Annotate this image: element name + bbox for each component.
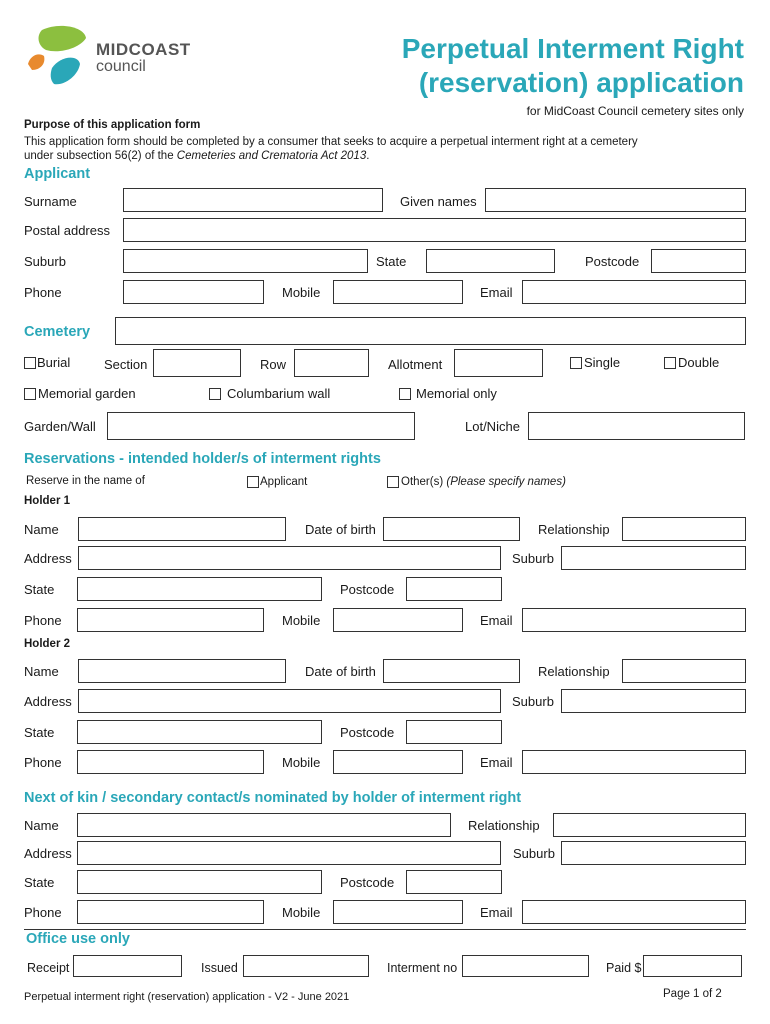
cemetery-heading: Cemetery [24,324,91,340]
interment-no-label: Interment no [387,961,458,975]
single-checkbox[interactable] [570,357,582,369]
reserve-others-checkbox[interactable] [387,476,399,488]
office-use-heading: Office use only [26,931,130,947]
holder2-suburb-label: Suburb [512,694,554,709]
applicant-mobile-label: Mobile [282,285,321,300]
holder2-email-field[interactable] [522,750,746,774]
applicant-email-field[interactable] [522,280,746,304]
surname-field[interactable] [123,188,383,212]
row-label: Row [260,357,287,372]
purpose-text-line2 [24,148,369,164]
holder1-relationship-label: Relationship [538,522,610,537]
reserve-applicant-checkbox[interactable] [247,476,259,488]
section-label: Section [104,357,148,372]
holder1-email-field[interactable] [522,608,746,632]
nok-postcode-field[interactable] [406,870,502,894]
nok-phone-label: Phone [24,905,62,920]
applicant-suburb-label: Suburb [24,254,66,269]
holder1-state-field[interactable] [77,577,322,601]
holder1-postcode-field[interactable] [406,577,502,601]
postal-address-field[interactable] [123,218,746,242]
receipt-field[interactable] [73,955,182,977]
holder2-state-label: State [24,725,55,740]
page-title-line1: Perpetual Interment Right [401,33,744,64]
reservations-heading: Reservations - intended holder/s of interment rights [24,451,381,467]
lot-niche-label: Lot/Niche [465,419,520,434]
applicant-mobile-field[interactable] [333,280,463,304]
holder1-email-label: Email [480,613,513,628]
purpose-text-line1: This application form should be completed by a consumer that seeks to acquire a perpetual interment right at a cemetery [24,136,638,148]
footer-document-version: Perpetual interment right (reservation) application - V2 - June 2021 [24,991,350,1003]
council-logo [24,24,204,92]
columbarium-wall-label: Columbarium wall [227,386,331,401]
applicant-phone-field[interactable] [123,280,264,304]
applicant-state-label: State [376,254,407,269]
garden-wall-label: Garden/Wall [24,419,96,434]
nok-address-field[interactable] [77,841,501,865]
nok-relationship-label: Relationship [468,818,540,833]
holder1-mobile-label: Mobile [282,613,321,628]
nok-name-label: Name [24,818,59,833]
purpose-text-post: . [366,150,370,162]
holder2-suburb-field[interactable] [561,689,746,713]
nok-suburb-label: Suburb [513,846,555,861]
holder2-phone-field[interactable] [77,750,264,774]
logo-word-council: council [96,58,146,75]
row-field[interactable] [294,349,369,377]
reserve-applicant-label: Applicant [260,476,308,488]
applicant-postcode-field[interactable] [651,249,746,273]
holder2-name-field[interactable] [78,659,286,683]
holder2-dob-label: Date of birth [305,664,376,679]
surname-label: Surname [24,194,77,209]
holder1-phone-field[interactable] [77,608,264,632]
receipt-label: Receipt [27,961,70,975]
footer-page-number: Page 1 of 2 [663,988,722,1000]
memorial-garden-checkbox[interactable] [24,388,36,400]
nok-state-field[interactable] [77,870,322,894]
nok-email-field[interactable] [522,900,746,924]
holder2-mobile-field[interactable] [333,750,463,774]
nok-address-label: Address [24,846,72,861]
holder1-address-field[interactable] [78,546,501,570]
allotment-field[interactable] [454,349,543,377]
nok-postcode-label: Postcode [340,875,395,890]
holder2-state-field[interactable] [77,720,322,744]
applicant-email-label: Email [480,285,513,300]
postal-address-label: Postal address [24,223,110,238]
interment-no-field[interactable] [462,955,589,977]
purpose-heading: Purpose of this application form [24,119,201,131]
holder1-heading: Holder 1 [24,495,71,507]
holder2-address-label: Address [24,694,72,709]
burial-label: Burial [37,355,71,370]
holder1-name-label: Name [24,522,59,537]
page-title-line2: (reservation) application [418,67,744,98]
reserve-in-name-label: Reserve in the name of [26,475,145,487]
nok-relationship-field[interactable] [553,813,746,837]
reserve-others-label [401,474,566,490]
next-of-kin-heading: Next of kin / secondary contact/s nominated by holder of interment right [24,790,522,806]
nok-email-label: Email [480,905,513,920]
holder2-mobile-label: Mobile [282,755,321,770]
double-label: Double [678,355,720,370]
holder1-dob-field[interactable] [383,517,520,541]
issued-label: Issued [201,961,238,975]
page-subtitle: for MidCoast Council cemetery sites only [526,104,744,118]
applicant-heading: Applicant [24,166,91,182]
nok-state-label: State [24,875,55,890]
holder1-suburb-field[interactable] [561,546,746,570]
logo-leaves-icon [24,24,90,90]
holder1-state-label: State [24,582,55,597]
nok-name-field[interactable] [77,813,451,837]
holder2-postcode-label: Postcode [340,725,395,740]
holder2-postcode-field[interactable] [406,720,502,744]
holder2-address-field[interactable] [78,689,501,713]
holder2-phone-label: Phone [24,755,62,770]
holder1-name-field[interactable] [78,517,286,541]
memorial-only-label: Memorial only [416,386,497,401]
applicant-suburb-field[interactable] [123,249,368,273]
paid-field[interactable] [643,955,742,977]
office-divider [24,929,746,930]
cemetery-name-field[interactable] [115,317,746,345]
issued-field[interactable] [243,955,369,977]
holder2-heading: Holder 2 [24,638,71,650]
holder1-mobile-field[interactable] [333,608,463,632]
holder2-email-label: Email [480,755,513,770]
memorial-only-checkbox[interactable] [399,388,411,400]
applicant-phone-label: Phone [24,285,62,300]
holder2-name-label: Name [24,664,59,679]
logo-word-midcoast: MIDCOAST [96,40,191,59]
nok-phone-field[interactable] [77,900,264,924]
holder1-suburb-label: Suburb [512,551,554,566]
holder1-address-label: Address [24,551,72,566]
columbarium-wall-checkbox[interactable] [209,388,221,400]
given-names-field[interactable] [485,188,746,212]
holder1-dob-label: Date of birth [305,522,376,537]
purpose-text-pre: under subsection 56(2) of the [24,150,177,162]
nok-mobile-label: Mobile [282,905,321,920]
reserve-others-note: (Please specify names) [446,476,566,488]
holder2-relationship-field[interactable] [622,659,746,683]
applicant-state-field[interactable] [426,249,555,273]
double-checkbox[interactable] [664,357,676,369]
memorial-garden-label: Memorial garden [38,386,136,401]
reserve-others-text: Other(s) [401,476,444,488]
nok-suburb-field[interactable] [561,841,746,865]
purpose-act-name: Cemeteries and Crematoria Act 2013 [176,150,367,162]
lot-niche-field[interactable] [528,412,745,440]
paid-label: Paid $ [606,961,642,975]
holder1-phone-label: Phone [24,613,62,628]
holder2-relationship-label: Relationship [538,664,610,679]
allotment-label: Allotment [388,357,443,372]
applicant-postcode-label: Postcode [585,254,640,269]
nok-mobile-field[interactable] [333,900,463,924]
single-label: Single [584,355,621,370]
burial-checkbox[interactable] [24,357,36,369]
holder1-postcode-label: Postcode [340,582,395,597]
given-names-label: Given names [400,194,477,209]
holder2-dob-field[interactable] [383,659,520,683]
section-field[interactable] [153,349,241,377]
holder1-relationship-field[interactable] [622,517,746,541]
garden-wall-field[interactable] [107,412,415,440]
